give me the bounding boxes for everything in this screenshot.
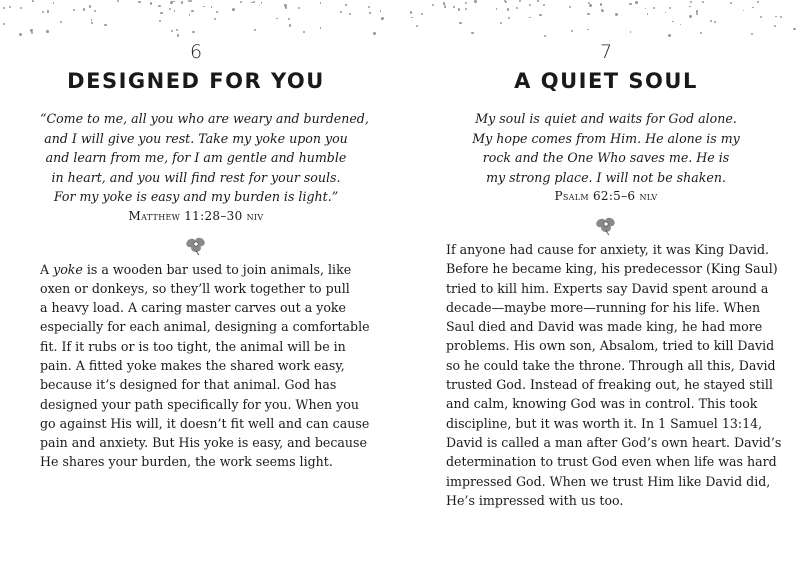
scripture-verse	[40, 109, 369, 207]
verse-line: For my yoke is easy and my burden is light.”	[53, 189, 339, 204]
dot	[3, 7, 5, 9]
body-line: He shares your burden, the work seems light.	[40, 454, 333, 470]
body-line: Saul died and David was made king, he had more	[446, 319, 763, 335]
scripture-verse	[446, 109, 766, 187]
body-line: Before he became king, his predecessor (King Saul)	[446, 261, 778, 277]
flower-ornament-icon	[181, 234, 211, 256]
page-title: A QUIET SOUL	[514, 69, 698, 93]
right-page	[446, 0, 782, 563]
body-text	[40, 260, 370, 472]
dot	[780, 16, 782, 18]
dot	[3, 23, 5, 25]
body-line: a heavy load. A caring master carves out a yoke	[40, 300, 347, 316]
dot	[369, 12, 371, 14]
verse-line: My hope comes from Him. He alone is my	[472, 130, 740, 146]
body-line: decade—maybe more—running for his life. When	[446, 299, 761, 315]
verse-line: and I will give you rest. Take my yoke upon you	[44, 130, 348, 146]
body-line: and calm, knowing God was in control. This took	[446, 396, 758, 412]
body-text	[446, 240, 782, 510]
body-line: because it’s designed for that animal. God has	[40, 377, 337, 393]
body-line: oxen or donkeys, so they’ll work together to pull	[40, 280, 350, 296]
chapter-number: 7	[599, 41, 613, 63]
left-page	[40, 0, 370, 563]
body-line: fit. If it rubs or is too tight, the animal will be in	[40, 338, 346, 354]
dot	[774, 25, 776, 27]
reference-text: Matthew 11:28–30 niv	[128, 208, 264, 223]
dot	[9, 6, 11, 8]
verse-line: rock and the One Who saves me. He is	[482, 150, 730, 165]
body-line: designed your path specifically for you. When you	[40, 396, 359, 412]
body-line: so he could take the throne. Through all this, David	[446, 357, 776, 373]
verse-line: My soul is quiet and waits for God alone.	[475, 111, 737, 126]
body-line: If anyone had cause for anxiety, it was King David.	[446, 242, 770, 257]
dot	[416, 25, 418, 27]
dot	[31, 32, 33, 34]
flower-ornament-icon	[591, 214, 621, 236]
body-line: go against His will, it doesn’t fit well and can cause	[40, 415, 370, 431]
dot	[20, 7, 22, 9]
verse-line: “Come to me, all you who are weary and burdened,	[40, 111, 369, 126]
dot	[432, 4, 434, 6]
scripture-reference	[40, 207, 352, 225]
dot	[411, 17, 413, 19]
body-line: pain. A fitted yoke makes the shared work easy,	[40, 357, 345, 373]
body-line: impressed God. When we trust Him like David did,	[446, 473, 771, 489]
body-line: A yoke is a wooden bar used to join animals, like	[40, 261, 352, 277]
dot	[19, 33, 22, 36]
body-line: problems. His own son, Absalom, tried to kill David	[446, 338, 775, 354]
reference-text: Psalm 62:5–6 nlv	[554, 189, 658, 203]
dot	[775, 16, 777, 18]
dot	[381, 19, 383, 21]
dot	[380, 10, 382, 12]
body-line: tried to kill him. Experts say David spent around a	[446, 280, 769, 296]
body-line: He’s impressed with us too.	[446, 492, 624, 508]
dot	[368, 6, 370, 8]
page-title: DESIGNED FOR YOU	[67, 69, 325, 93]
body-line: pain and anxiety. But His yoke is easy, and because	[40, 435, 367, 451]
body-line: especially for each animal, designing a comfortable	[40, 319, 370, 335]
body-line: trusted God. Instead of freaking out, he stayed still	[446, 377, 773, 393]
verse-line: in heart, and you will find rest for your souls.	[51, 169, 341, 185]
dot	[32, 1, 34, 3]
verse-line: and learn from me, for I am gentle and humble	[45, 150, 347, 165]
body-line: determination to trust God even when life was hard	[446, 454, 777, 470]
dot	[410, 11, 412, 13]
body-line: discipline, but it was worth it. In 1 Samuel 13:14,	[446, 415, 763, 431]
dot	[421, 13, 423, 15]
verse-line: my strong place. I will not be shaken.	[486, 169, 726, 185]
body-line: David is called a man after God’s own heart. David’s	[446, 434, 782, 450]
chapter-number: 6	[189, 41, 203, 63]
dot	[793, 28, 796, 31]
scripture-reference	[446, 187, 766, 205]
dot	[373, 32, 376, 35]
